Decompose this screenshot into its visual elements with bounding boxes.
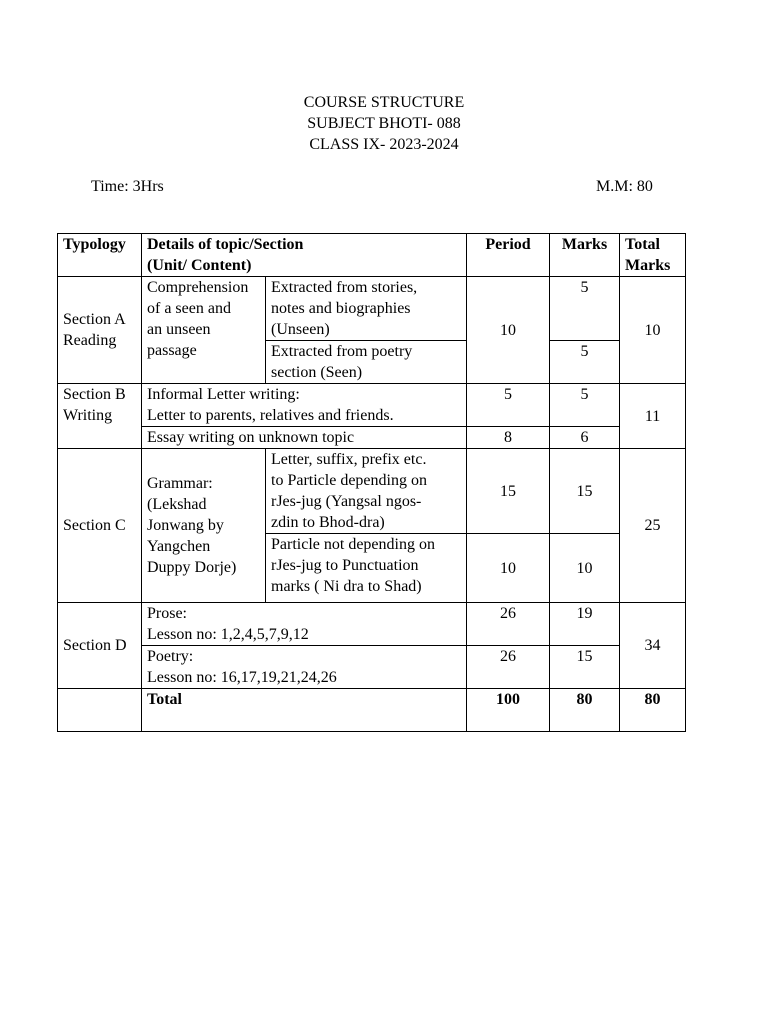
section-d-name: Section D — [58, 603, 142, 689]
section-c-sub2-marks: 10 — [550, 534, 620, 603]
section-c-sub2-period: 10 — [467, 534, 550, 603]
section-a-unseen: Extracted from stories, notes and biographies (Unseen) — [266, 277, 467, 341]
header-details: Details of topic/Section (Unit/ Content) — [142, 234, 467, 277]
max-marks: M.M: 80 — [596, 178, 653, 195]
course-structure-table — [57, 233, 686, 732]
exam-time: Time: 3Hrs — [91, 178, 164, 195]
table-row — [58, 384, 686, 427]
header-total-marks: Total Marks — [620, 234, 686, 277]
table-row — [58, 277, 686, 341]
section-a-seen: Extracted from poetry section (Seen) — [266, 341, 467, 384]
section-d-poetry: Poetry: Lesson no: 16,17,19,21,24,26 — [142, 646, 467, 689]
doc-title: COURSE STRUCTURE — [303, 94, 465, 111]
section-d-prose: Prose: Lesson no: 1,2,4,5,7,9,12 — [142, 603, 467, 646]
section-b-name: Section B Writing — [58, 384, 142, 449]
section-a-unseen-marks: 5 — [550, 277, 620, 341]
section-a-period: 10 — [467, 277, 550, 384]
section-d-total: 34 — [620, 603, 686, 689]
total-empty-cell — [58, 689, 142, 732]
header-marks: Marks — [550, 234, 620, 277]
section-c-sub1-marks: 15 — [550, 449, 620, 534]
header-typology: Typology — [58, 234, 142, 277]
section-d-poetry-marks: 15 — [550, 646, 620, 689]
section-c-particle: Particle not depending on rJes-jug to Punctuation marks ( Ni dra to Shad) — [266, 534, 467, 603]
section-d-prose-period: 26 — [467, 603, 550, 646]
section-c-sub1-period: 15 — [467, 449, 550, 534]
section-b-letter-marks: 5 — [550, 384, 620, 427]
total-marks: 80 — [550, 689, 620, 732]
table-row — [58, 646, 686, 689]
total-label: Total — [142, 689, 467, 732]
section-a-topic: Comprehension of a seen and an unseen passage — [142, 277, 266, 384]
section-b-essay-marks: 6 — [550, 427, 620, 449]
section-b-letter: Informal Letter writing: Letter to parents, relatives and friends. — [142, 384, 467, 427]
total-period: 100 — [467, 689, 550, 732]
table-row — [58, 427, 686, 449]
table-row — [58, 603, 686, 646]
table-header-row — [58, 234, 686, 277]
section-c-total: 25 — [620, 449, 686, 603]
total-total-marks: 80 — [620, 689, 686, 732]
doc-class: CLASS IX- 2023-2024 — [309, 136, 459, 153]
section-c-topic: Grammar: (Lekshad Jonwang by Yangchen Duppy Dorje) — [142, 449, 266, 603]
section-b-total: 11 — [620, 384, 686, 449]
section-c-letter-suffix: Letter, suffix, prefix etc. to Particle depending on rJes-jug (Yangsal ngos- zdin to Bhod-dra) — [266, 449, 467, 534]
section-d-poetry-period: 26 — [467, 646, 550, 689]
total-row — [58, 689, 686, 732]
section-a-name: Section A Reading — [58, 277, 142, 384]
section-d-prose-marks: 19 — [550, 603, 620, 646]
header-period: Period — [467, 234, 550, 277]
table-row — [58, 449, 686, 534]
section-b-essay-period: 8 — [467, 427, 550, 449]
section-b-letter-period: 5 — [467, 384, 550, 427]
section-a-seen-marks: 5 — [550, 341, 620, 384]
section-a-total: 10 — [620, 277, 686, 384]
section-b-essay: Essay writing on unknown topic — [142, 427, 467, 449]
section-c-name: Section C — [58, 449, 142, 603]
doc-subject: SUBJECT BHOTI- 088 — [307, 115, 461, 132]
